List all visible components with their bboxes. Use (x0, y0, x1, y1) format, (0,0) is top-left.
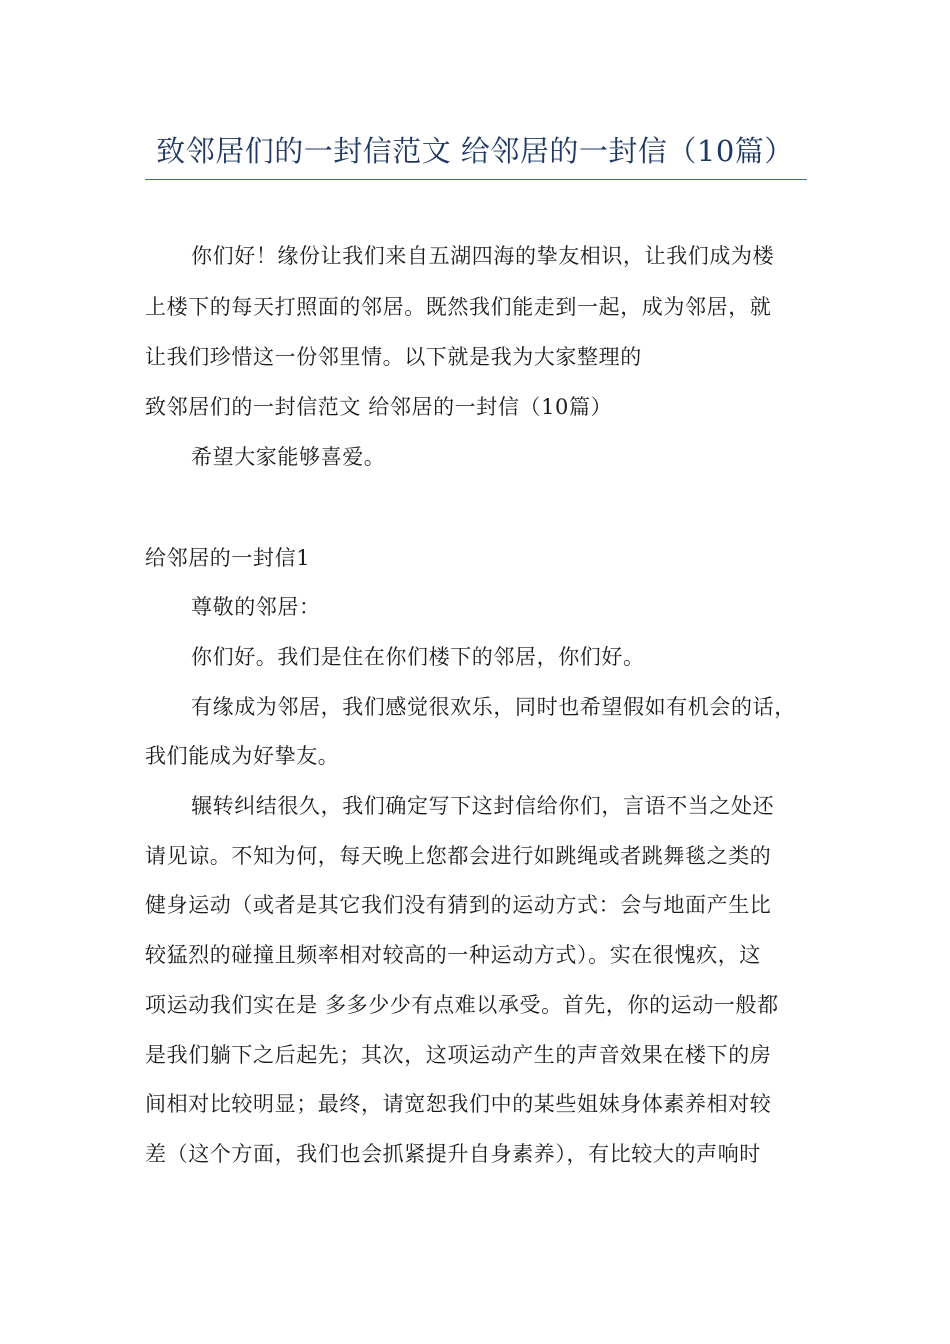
paragraph-line: 较猛烈的碰撞且频率相对较高的一种运动方式）。实在很愧疚，这 (145, 943, 761, 967)
paragraph-line: 我们能成为好挚友。 (145, 744, 340, 768)
paragraph-line: 是我们躺下之后起先；其次，这项运动产生的声音效果在楼下的房 (145, 1043, 772, 1067)
paragraph-line: 项运动我们实在是 多多少少有点难以承受。首先，你的运动一般都 (145, 993, 779, 1017)
title-underline (145, 179, 807, 180)
paragraph-line: 有缘成为邻居，我们感觉很欢乐，同时也希望假如有机会的话， (191, 695, 796, 719)
paragraph-line: 希望大家能够喜爱。 (191, 445, 386, 469)
paragraph-line: 间相对比较明显；最终，请宽恕我们中的某些姐妹身体素养相对较 (145, 1092, 772, 1116)
paragraph-line: 辗转纠结很久，我们确定写下这封信给你们，言语不当之处还 (191, 794, 775, 818)
paragraph-line: 让我们珍惜这一份邻里情。以下就是我为大家整理的 (145, 345, 642, 369)
salutation: 尊敬的邻居： (191, 595, 321, 619)
paragraph-line: 上楼下的每天打照面的邻居。既然我们能走到一起，成为邻居，就 (145, 295, 772, 319)
document-title: 致邻居们的一封信范文 给邻居的一封信（10篇） (156, 134, 794, 168)
paragraph-line: 致邻居们的一封信范文 给邻居的一封信（10篇） (145, 395, 613, 419)
section-heading: 给邻居的一封信1 (145, 546, 311, 570)
paragraph-line: 健身运动（或者是其它我们没有猜到的运动方式：会与地面产生比 (145, 893, 772, 917)
paragraph-line: 你们好！缘份让我们来自五湖四海的挚友相识，让我们成为楼 (191, 244, 775, 268)
paragraph-line: 你们好。我们是住在你们楼下的邻居，你们好。 (191, 645, 645, 669)
paragraph-line: 差（这个方面，我们也会抓紧提升自身素养），有比较大的声响时 (145, 1142, 761, 1166)
paragraph-line: 请见谅。不知为何，每天晚上您都会进行如跳绳或者跳舞毯之类的 (145, 844, 772, 868)
